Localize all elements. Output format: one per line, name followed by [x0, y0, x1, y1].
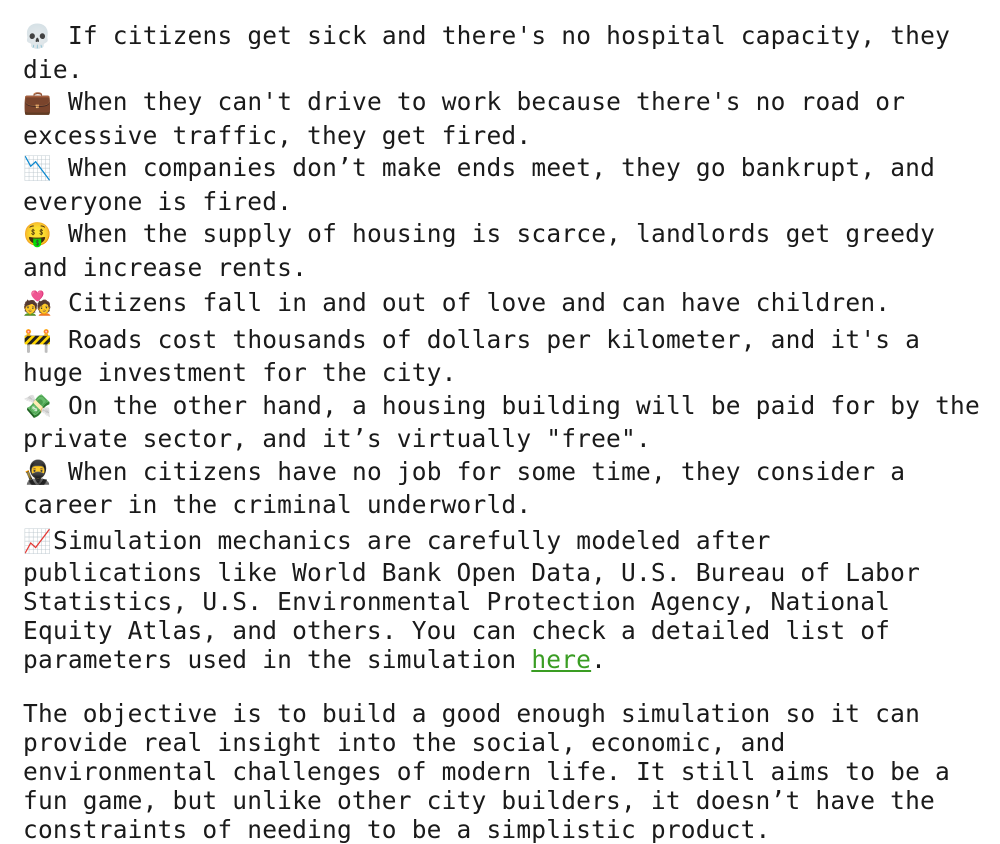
article-body [23, 20, 983, 844]
list-item [23, 390, 983, 456]
item-text: Roads cost thousands of dollars per kilometer, and it's a huge investment for the city. [23, 324, 921, 387]
list-item [23, 86, 983, 152]
item-text: Citizens fall in and out of love and can have children. [67, 288, 891, 317]
item-text: When the supply of housing is scarce, landlords get greedy and increase rents. [23, 219, 936, 282]
stats-period: . [591, 645, 607, 674]
parameters-link[interactable]: here [531, 645, 592, 674]
closing-paragraph: The objective is to build a good enough simulation so it can provide real insight into the social, economic, and environmental challenges of modern life. It still aims to be a fun game, but unlike other city builders, it doesn’t have the constraints of needing to be a simplistic product. [23, 698, 950, 844]
money-with-wings-icon: 💸 [23, 393, 52, 420]
item-text: If citizens get sick and there's no hospital capacity, they die. [23, 21, 951, 84]
item-text: When they can't drive to work because there's no road or excessive traffic, they get fired. [23, 87, 906, 150]
construction-icon: 🚧 [23, 327, 52, 354]
list-item [23, 20, 983, 86]
list-item [23, 152, 983, 218]
item-text: When companies don’t make ends meet, they go bankrupt, and everyone is fired. [23, 153, 936, 216]
list-item [23, 218, 983, 284]
stats-first-line [23, 525, 983, 559]
money-mouth-face-icon: 🤑 [23, 222, 52, 248]
stats-paragraph [23, 525, 983, 675]
couple-with-heart-icon: 💑 [23, 291, 52, 317]
list-item [23, 324, 983, 390]
ninja-icon: 🥷 [23, 459, 52, 486]
briefcase-icon: 💼 [23, 90, 52, 116]
skull-icon: 💀 [23, 24, 52, 50]
list-item [23, 287, 983, 321]
chart-decreasing-icon: 📉 [23, 156, 52, 182]
item-text: When citizens have no job for some time, they consider a career in the criminal underworld. [23, 456, 906, 519]
chart-increasing-icon: 📈 [23, 528, 52, 555]
item-text: On the other hand, a housing building will be paid for by the private sector, and it’s virtually "free". [23, 390, 980, 453]
list-item [23, 456, 983, 522]
stats-first-text: Simulation mechanics are carefully modeled after [53, 525, 771, 555]
stats-text: publications like World Bank Open Data, U.S. Bureau of Labor Statistics, U.S. Environmental Protection Agency, National Equity Atlas, and others. You can check a detailed list of parameters used in the simulation [23, 558, 921, 674]
